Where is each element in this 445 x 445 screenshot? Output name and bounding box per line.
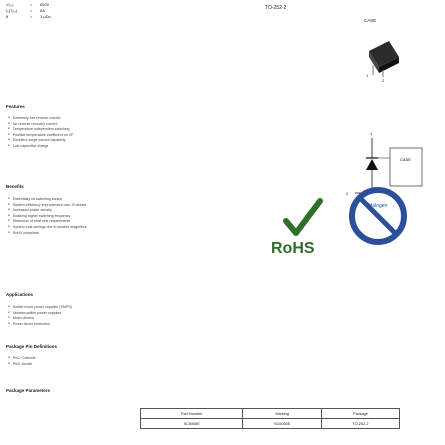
list-item: ● Excellent surge current capability bbox=[8, 137, 73, 143]
package-name: TO-252-2 bbox=[265, 5, 287, 11]
list-item: ● Pin2: Anode bbox=[8, 361, 36, 367]
halogen-free-icon bbox=[347, 185, 409, 247]
table-cell: TO-252-2 bbox=[321, 419, 399, 429]
rating-value: 1 µΩc bbox=[40, 14, 51, 19]
package-chip-icon bbox=[361, 37, 403, 77]
rating-key: I₀(T₀₀) bbox=[6, 8, 18, 13]
list-item: ● Pin1: Cathode bbox=[8, 355, 36, 361]
rating-key: V₀₀₀ bbox=[6, 2, 14, 7]
pin1-label: 1 bbox=[366, 73, 369, 78]
list-item: ● Increased power density bbox=[8, 207, 87, 213]
features-heading: Features bbox=[6, 104, 25, 109]
list-item: ● System cost savings due to smaller magnetics bbox=[8, 224, 87, 230]
schematic-case-label: CASE bbox=[400, 157, 411, 162]
column-header: Marking bbox=[243, 409, 321, 419]
list-item: ● Essentially no switching losses bbox=[8, 196, 87, 202]
column-header: Package bbox=[321, 409, 399, 419]
rating-row bbox=[6, 14, 51, 20]
applications-heading: Applications bbox=[6, 292, 34, 297]
parameters-heading: Package Parameters bbox=[6, 388, 51, 393]
table-row bbox=[141, 419, 400, 429]
pin-definitions-list bbox=[8, 355, 36, 366]
rohs-badge: RoHS bbox=[271, 240, 315, 257]
list-item: ● No reverse recovery current bbox=[8, 121, 73, 127]
applications-list bbox=[8, 304, 72, 326]
benefits-heading: Benefits bbox=[6, 184, 24, 189]
schematic-pin2-label: 2 bbox=[346, 191, 349, 196]
list-item: ● Reduction of heat sink requirements bbox=[8, 218, 87, 224]
rating-eq: = bbox=[30, 8, 33, 13]
column-header: Part Number bbox=[141, 409, 243, 419]
features-list bbox=[8, 115, 73, 149]
benefits-list bbox=[8, 196, 87, 235]
list-item: ● System efficiency improvement over Si diodes bbox=[8, 202, 87, 208]
list-item: ● Temperature independent switching bbox=[8, 126, 73, 132]
schematic-pin1-label: 1 bbox=[370, 131, 373, 136]
list-item: ● Enabling higher switching frequency bbox=[8, 213, 87, 219]
list-item: ● Motor drivers bbox=[8, 315, 72, 321]
parameters-table bbox=[140, 408, 400, 429]
rating-key: θ bbox=[6, 14, 9, 19]
rating-eq: = bbox=[30, 2, 33, 7]
rating-eq: = bbox=[30, 14, 33, 19]
rating-value: 650V bbox=[40, 2, 50, 7]
list-item: ● Low capacitive charge bbox=[8, 143, 73, 149]
list-item: ● Positive temperature coefficient on VF bbox=[8, 132, 73, 138]
table-cell: SC6065E bbox=[141, 419, 243, 429]
case-label: CASE bbox=[364, 18, 377, 23]
pin-definitions-heading: Package Pin Definitions bbox=[6, 344, 58, 349]
list-item: ● Switch mode power supplies (SMPS) bbox=[8, 304, 72, 310]
table-cell: SC6065E bbox=[243, 419, 321, 429]
table-header-row bbox=[141, 409, 400, 419]
list-item: ● Power factor correction bbox=[8, 321, 72, 327]
rating-value: 6A bbox=[40, 8, 45, 13]
pin2-label: 2 bbox=[382, 78, 385, 83]
list-item: ● Uninterruptible power supplies bbox=[8, 310, 72, 316]
ratings-block bbox=[6, 2, 51, 20]
halogen-label: Halogen bbox=[368, 203, 388, 209]
list-item: ● RoHS compliant bbox=[8, 230, 87, 236]
list-item: ● Extremely low reverse current bbox=[8, 115, 73, 121]
